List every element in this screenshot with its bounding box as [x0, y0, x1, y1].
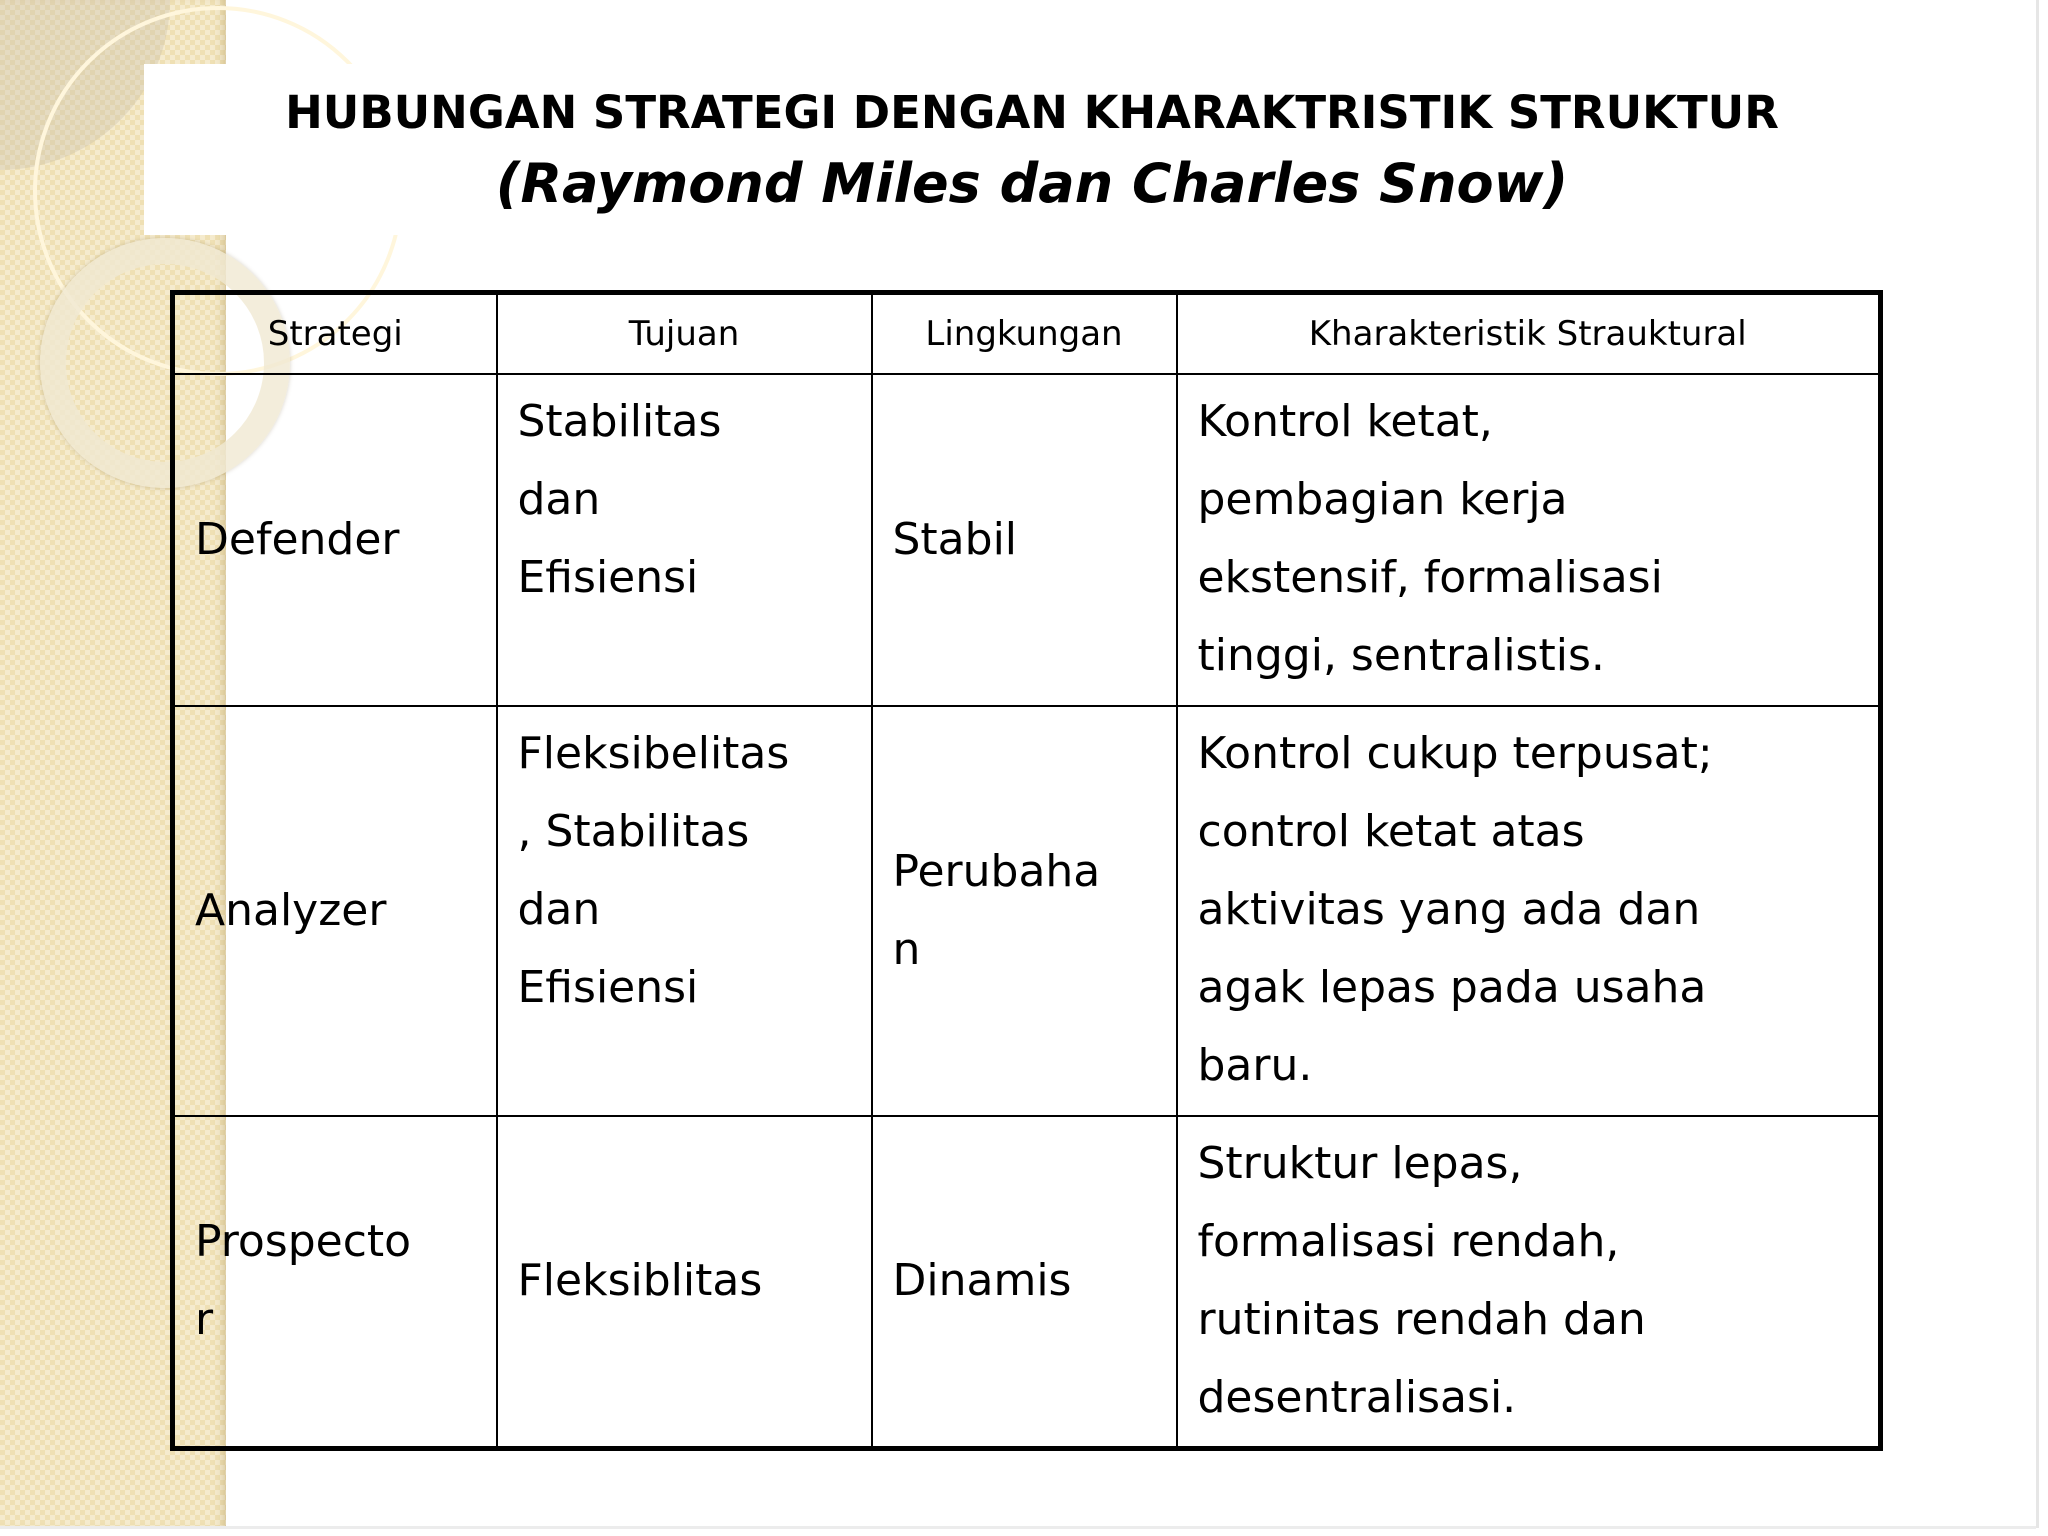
tujuan-cell: Fleksibelitas , Stabilitas dan Efisiensi — [497, 706, 872, 1116]
strategi-cell: Prospecto r — [173, 1116, 497, 1448]
lingkungan-cell: Dinamis — [872, 1116, 1177, 1448]
lingkungan-cell: Stabil — [872, 374, 1177, 706]
kharakteristik-cell: Kontrol ketat, pembagian kerja ekstensif, formalisasi tinggi, sentralistis. — [1177, 374, 1881, 706]
lingkungan-cell: Perubaha n — [872, 706, 1177, 1116]
strategy-table — [170, 290, 1883, 1451]
strategi-cell: Defender — [173, 374, 497, 706]
table-row — [173, 706, 1881, 1116]
header-cell: Kharakteristik Strauktural — [1177, 293, 1881, 375]
header-cell: Strategi — [173, 293, 497, 375]
strategi-cell: Analyzer — [173, 706, 497, 1116]
table-row — [173, 374, 1881, 706]
slide-subtitle: (Raymond Miles dan Charles Snow) — [495, 152, 1569, 215]
header-cell: Tujuan — [497, 293, 872, 375]
slide-edge — [2036, 0, 2039, 1528]
slide-edge — [0, 1526, 2036, 1529]
header-cell: Lingkungan — [872, 293, 1177, 375]
tujuan-cell: Stabilitas dan Efisiensi — [497, 374, 872, 706]
table-header-row — [173, 293, 1881, 375]
slide-title: HUBUNGAN STRATEGI DENGAN KHARAKTRISTIK STRUKTUR — [285, 86, 1779, 139]
table-row — [173, 1116, 1881, 1448]
kharakteristik-cell: Kontrol cukup terpusat; control ketat atas aktivitas yang ada dan agak lepas pada usaha baru. — [1177, 706, 1881, 1116]
tujuan-cell: Fleksiblitas — [497, 1116, 872, 1448]
kharakteristik-cell: Struktur lepas, formalisasi rendah, rutinitas rendah dan desentralisasi. — [1177, 1116, 1881, 1448]
